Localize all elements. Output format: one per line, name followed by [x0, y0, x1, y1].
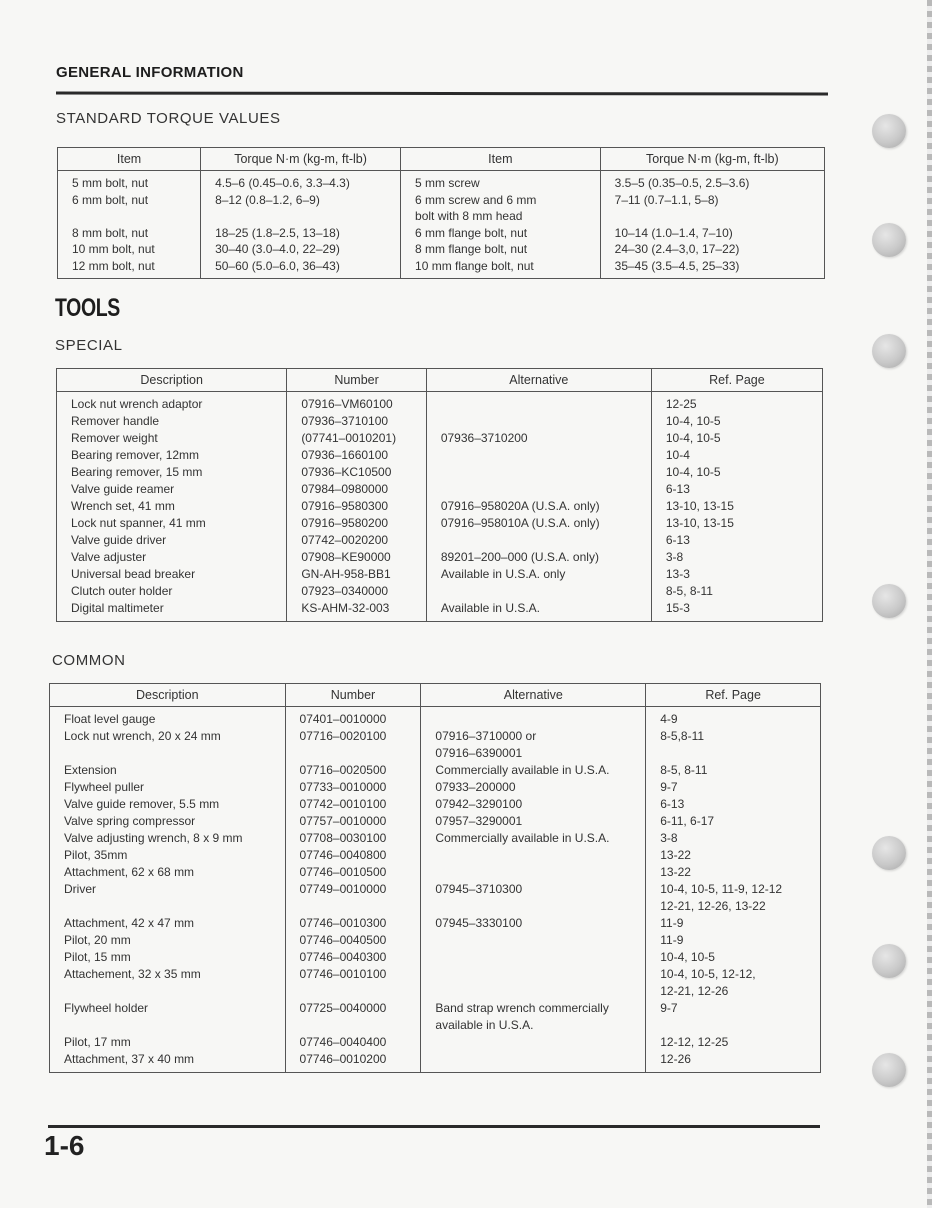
cell-text	[441, 447, 641, 464]
cell-text	[64, 898, 275, 915]
cell-text: 07945–3330100	[435, 916, 523, 930]
cell-text: 07746–0010500	[299, 865, 387, 879]
torque-title: STANDARD TORQUE VALUES	[56, 110, 281, 127]
cell-text: Commercially available in U.S.A.	[435, 831, 610, 845]
cell-text: 13-22	[660, 865, 691, 879]
special-numbers	[287, 392, 427, 622]
punch-hole-5	[872, 836, 906, 870]
cell-text: Lock nut spanner, 41 mm	[71, 516, 206, 530]
cell-text	[615, 208, 814, 225]
punch-hole-4	[872, 584, 906, 618]
cell-text: Valve adjuster	[71, 550, 147, 564]
cell-text: 10-4	[665, 448, 690, 462]
cell-text: Extension	[64, 763, 117, 777]
cell-text: Band strap wrench commercially	[435, 1001, 609, 1015]
cell-text: 07746–0010200	[299, 1052, 387, 1066]
cell-text: Attachment, 42 x 47 mm	[64, 916, 195, 930]
cell-text	[435, 1034, 635, 1051]
cell-text	[660, 745, 810, 762]
cell-text: 07725–0040000	[299, 1001, 387, 1015]
cell-text: Bearing remover, 15 mm	[71, 465, 203, 479]
cell-text: 07746–0040400	[299, 1035, 387, 1049]
cell-text: 13-22	[660, 848, 691, 862]
cell-text: 07746–0040500	[299, 933, 387, 947]
cell-text: 6-13	[660, 797, 685, 811]
cell-text: 5 mm screw	[415, 176, 480, 190]
cell-text: Flywheel puller	[64, 780, 145, 794]
cell-text: 8-5,8-11	[660, 729, 705, 743]
column-header: Torque N·m (kg-m, ft-lb)	[201, 148, 401, 171]
cell-text	[300, 983, 411, 1000]
cell-text	[435, 711, 635, 728]
cell-text: 07716–0020100	[299, 729, 387, 743]
cell-text	[300, 745, 411, 762]
cell-text	[435, 864, 635, 881]
cell-text: 9-7	[660, 780, 678, 794]
cell-text	[435, 949, 635, 966]
cell-text: 11-9	[660, 916, 684, 930]
torque-left-values	[201, 171, 401, 279]
cell-text: 07916–6390001	[435, 746, 523, 760]
torque-right-items	[401, 171, 601, 279]
cell-text: Valve guide reamer	[71, 482, 175, 496]
cell-text: 12-21, 12-26, 13-22	[660, 899, 766, 913]
column-header: Item	[58, 148, 201, 171]
cell-text	[441, 532, 641, 549]
torque-right-values	[600, 171, 824, 279]
cell-text: Lock nut wrench, 20 x 24 mm	[64, 729, 221, 743]
special-alternatives	[426, 392, 651, 622]
cell-text: 24–30 (2.4–3,0, 17–22)	[614, 242, 740, 256]
cell-text: Valve guide remover, 5.5 mm	[64, 797, 220, 811]
special-title: SPECIAL	[55, 337, 123, 354]
cell-text: (07741–0010201)	[301, 431, 397, 445]
cell-text: 10 mm bolt, nut	[72, 242, 155, 256]
cell-text: 13-3	[665, 567, 690, 581]
cell-text: 07746–0040300	[299, 950, 387, 964]
cell-text: Attachement, 32 x 35 mm	[64, 967, 201, 981]
cell-text: Attachment, 62 x 68 mm	[64, 865, 195, 879]
cell-text: Pilot, 17 mm	[64, 1035, 131, 1049]
cell-text: 12-21, 12-26	[660, 984, 729, 998]
cell-text: 07933–200000	[435, 780, 516, 794]
cell-text: 8 mm bolt, nut	[72, 225, 149, 240]
footer-rule	[48, 1125, 820, 1128]
column-header: Torque N·m (kg-m, ft-lb)	[600, 148, 824, 171]
cell-text: 8–12 (0.8–1.2, 6–9)	[215, 192, 320, 207]
cell-text: 10-4, 10-5, 12-12,	[660, 967, 756, 981]
cell-text: 07916–3710000 or	[435, 729, 537, 743]
cell-text	[215, 208, 390, 225]
cell-text: 07916–958010A (U.S.A. only)	[440, 516, 600, 530]
common-tools-table	[49, 683, 821, 1073]
cell-text: Remover handle	[71, 414, 160, 428]
cell-text: 6 mm bolt, nut	[72, 192, 149, 207]
column-header: Description	[50, 684, 286, 707]
cell-text: 8 mm flange bolt, nut	[415, 242, 528, 256]
cell-text: 7–11 (0.7–1.1, 5–8)	[614, 192, 719, 207]
cell-text	[435, 898, 635, 915]
cell-text: Float level gauge	[64, 712, 156, 726]
cell-text: GN-AH-958-BB1	[301, 567, 391, 581]
cell-text	[441, 464, 641, 481]
cell-text: 10-4, 10-5	[665, 465, 721, 479]
cell-text: 07716–0020500	[299, 763, 387, 777]
cell-text: 12-26	[660, 1052, 691, 1066]
torque-left-items	[58, 171, 201, 279]
cell-text: 5 mm bolt, nut	[72, 176, 149, 190]
cell-text: 13-10, 13-15	[665, 499, 734, 513]
cell-text	[441, 481, 641, 498]
cell-text: 07916–VM60100	[301, 397, 393, 411]
cell-text: 07742–0020200	[301, 533, 389, 547]
common-ref-pages	[646, 707, 821, 1073]
cell-text	[64, 1017, 275, 1034]
cell-text: Digital maltimeter	[71, 601, 164, 615]
cell-text: Valve spring compressor	[64, 814, 196, 828]
cell-text: 89201–200–000 (U.S.A. only)	[440, 550, 599, 564]
cell-text: 11-9	[660, 933, 684, 947]
torque-table	[57, 147, 825, 279]
cell-text: Available in U.S.A.	[440, 601, 540, 615]
cell-text: 18–25 (1.8–2.5, 13–18)	[215, 225, 340, 240]
cell-text: Remover weight	[71, 431, 158, 445]
cell-text	[660, 1017, 810, 1034]
cell-text: Available in U.S.A. only	[440, 567, 566, 581]
cell-text: 07945–3710300	[435, 882, 523, 896]
cell-text: Pilot, 20 mm	[64, 933, 131, 947]
punch-hole-6	[872, 944, 906, 978]
column-header: Description	[57, 369, 287, 392]
cell-text: 6 mm screw and 6 mm	[415, 192, 537, 207]
cell-text	[64, 983, 275, 1000]
cell-text: 07936–3710100	[301, 414, 389, 428]
cell-text: Driver	[64, 882, 96, 896]
special-descriptions	[57, 392, 287, 622]
cell-text: 50–60 (5.0–6.0, 36–43)	[215, 258, 340, 273]
cell-text: 07746–0010100	[299, 967, 387, 981]
cell-text: bolt with 8 mm head	[415, 209, 523, 223]
cell-text: 6-13	[665, 533, 690, 547]
cell-text: 07733–0010000	[299, 780, 387, 794]
cell-text: 07757–0010000	[299, 814, 387, 828]
section-title: GENERAL INFORMATION	[56, 64, 244, 81]
common-descriptions	[50, 707, 286, 1073]
cell-text: 07749–0010000	[299, 882, 387, 896]
cell-text	[441, 583, 641, 600]
cell-text: 07916–9580300	[301, 499, 389, 513]
common-alternatives	[421, 707, 646, 1073]
header-rule	[56, 92, 828, 96]
punch-hole-1	[872, 114, 906, 148]
cell-text: 07984–0980000	[301, 482, 389, 496]
cell-text: 10-4, 10-5, 11-9, 12-12	[660, 882, 783, 896]
column-header: Ref. Page	[651, 369, 822, 392]
cell-text: Commercially available in U.S.A.	[435, 763, 610, 777]
cell-text	[72, 208, 190, 225]
cell-text: 8-5, 8-11	[665, 584, 713, 598]
cell-text: 10-4, 10-5	[665, 414, 721, 428]
cell-text: 12-12, 12-25	[660, 1035, 729, 1049]
cell-text	[300, 1017, 411, 1034]
cell-text: 3.5–5 (0.35–0.5, 2.5–3.6)	[614, 176, 750, 190]
cell-text	[300, 898, 411, 915]
cell-text: Valve guide driver	[71, 533, 167, 547]
column-header: Alternative	[421, 684, 646, 707]
column-header: Ref. Page	[646, 684, 821, 707]
column-header: Alternative	[426, 369, 651, 392]
punch-hole-2	[872, 223, 906, 257]
cell-text: Pilot, 35mm	[64, 848, 128, 862]
cell-text: 07936–1660100	[301, 448, 389, 462]
page-edge	[927, 0, 932, 1208]
cell-text: 07936–3710200	[440, 431, 528, 445]
cell-text: Lock nut wrench adaptor	[71, 397, 203, 411]
cell-text: 10-4, 10-5	[665, 431, 721, 445]
cell-text: 07916–9580200	[301, 516, 389, 530]
page-number: 1-6	[44, 1130, 85, 1161]
cell-text: available in U.S.A.	[435, 1018, 534, 1032]
cell-text: Flywheel holder	[64, 1001, 149, 1015]
cell-text: 10 mm flange bolt, nut	[415, 258, 534, 273]
cell-text	[441, 413, 641, 430]
column-header: Item	[401, 148, 601, 171]
tools-title: TOOLS	[55, 294, 120, 322]
cell-text	[64, 745, 275, 762]
cell-text: Pilot, 15 mm	[64, 950, 131, 964]
column-header: Number	[285, 684, 421, 707]
cell-text: 30–40 (3.0–4.0, 22–29)	[215, 242, 340, 256]
cell-text	[435, 983, 635, 1000]
cell-text: KS-AHM-32-003	[301, 601, 390, 615]
cell-text: 6 mm flange bolt, nut	[415, 225, 528, 240]
cell-text: 8-5, 8-11	[660, 763, 708, 777]
cell-text: 15-3	[665, 601, 690, 615]
cell-text: 12-25	[665, 397, 697, 411]
cell-text: Clutch outer holder	[71, 584, 173, 598]
common-title: COMMON	[52, 652, 126, 669]
cell-text: 4-9	[660, 712, 678, 726]
cell-text: 10–14 (1.0–1.4, 7–10)	[614, 225, 733, 240]
cell-text: Valve adjusting wrench, 8 x 9 mm	[64, 831, 243, 845]
cell-text: 6-13	[665, 482, 690, 496]
cell-text: Attachment, 37 x 40 mm	[64, 1052, 195, 1066]
cell-text: 10-4, 10-5	[660, 950, 715, 964]
cell-text	[435, 847, 635, 864]
cell-text: 35–45 (3.5–4.5, 25–33)	[614, 258, 740, 273]
cell-text: 07942–3290100	[435, 797, 523, 811]
cell-text: 6-11, 6-17	[660, 814, 715, 828]
cell-text	[435, 932, 635, 949]
cell-text	[441, 396, 641, 413]
cell-text: 07708–0030100	[299, 831, 387, 845]
cell-text: 07742–0010100	[299, 797, 387, 811]
cell-text: 3-8	[660, 831, 678, 845]
cell-text: 07401–0010000	[299, 712, 387, 726]
punch-hole-7	[872, 1053, 906, 1087]
cell-text: 07923–0340000	[301, 584, 389, 598]
cell-text: 07936–KC10500	[301, 465, 392, 479]
cell-text: 12 mm bolt, nut	[72, 258, 155, 273]
cell-text: Bearing remover, 12mm	[71, 448, 200, 462]
common-numbers	[285, 707, 421, 1073]
cell-text: 07957–3290001	[435, 814, 523, 828]
cell-text: 9-7	[660, 1001, 678, 1015]
cell-text	[435, 966, 635, 983]
cell-text: 4.5–6 (0.45–0.6, 3.3–4.3)	[215, 176, 350, 190]
cell-text	[435, 1051, 635, 1068]
special-tools-table	[56, 368, 823, 622]
cell-text: Wrench set, 41 mm	[71, 499, 175, 513]
cell-text: 07746–0040800	[299, 848, 387, 862]
cell-text: 3-8	[665, 550, 684, 564]
cell-text: 13-10, 13-15	[665, 516, 734, 530]
column-header: Number	[287, 369, 427, 392]
cell-text: 07908–KE90000	[301, 550, 391, 564]
special-ref-pages	[651, 392, 822, 622]
cell-text: Universal bead breaker	[71, 567, 196, 581]
punch-hole-3	[872, 334, 906, 368]
cell-text: 07746–0010300	[299, 916, 387, 930]
cell-text: 07916–958020A (U.S.A. only)	[440, 499, 600, 513]
